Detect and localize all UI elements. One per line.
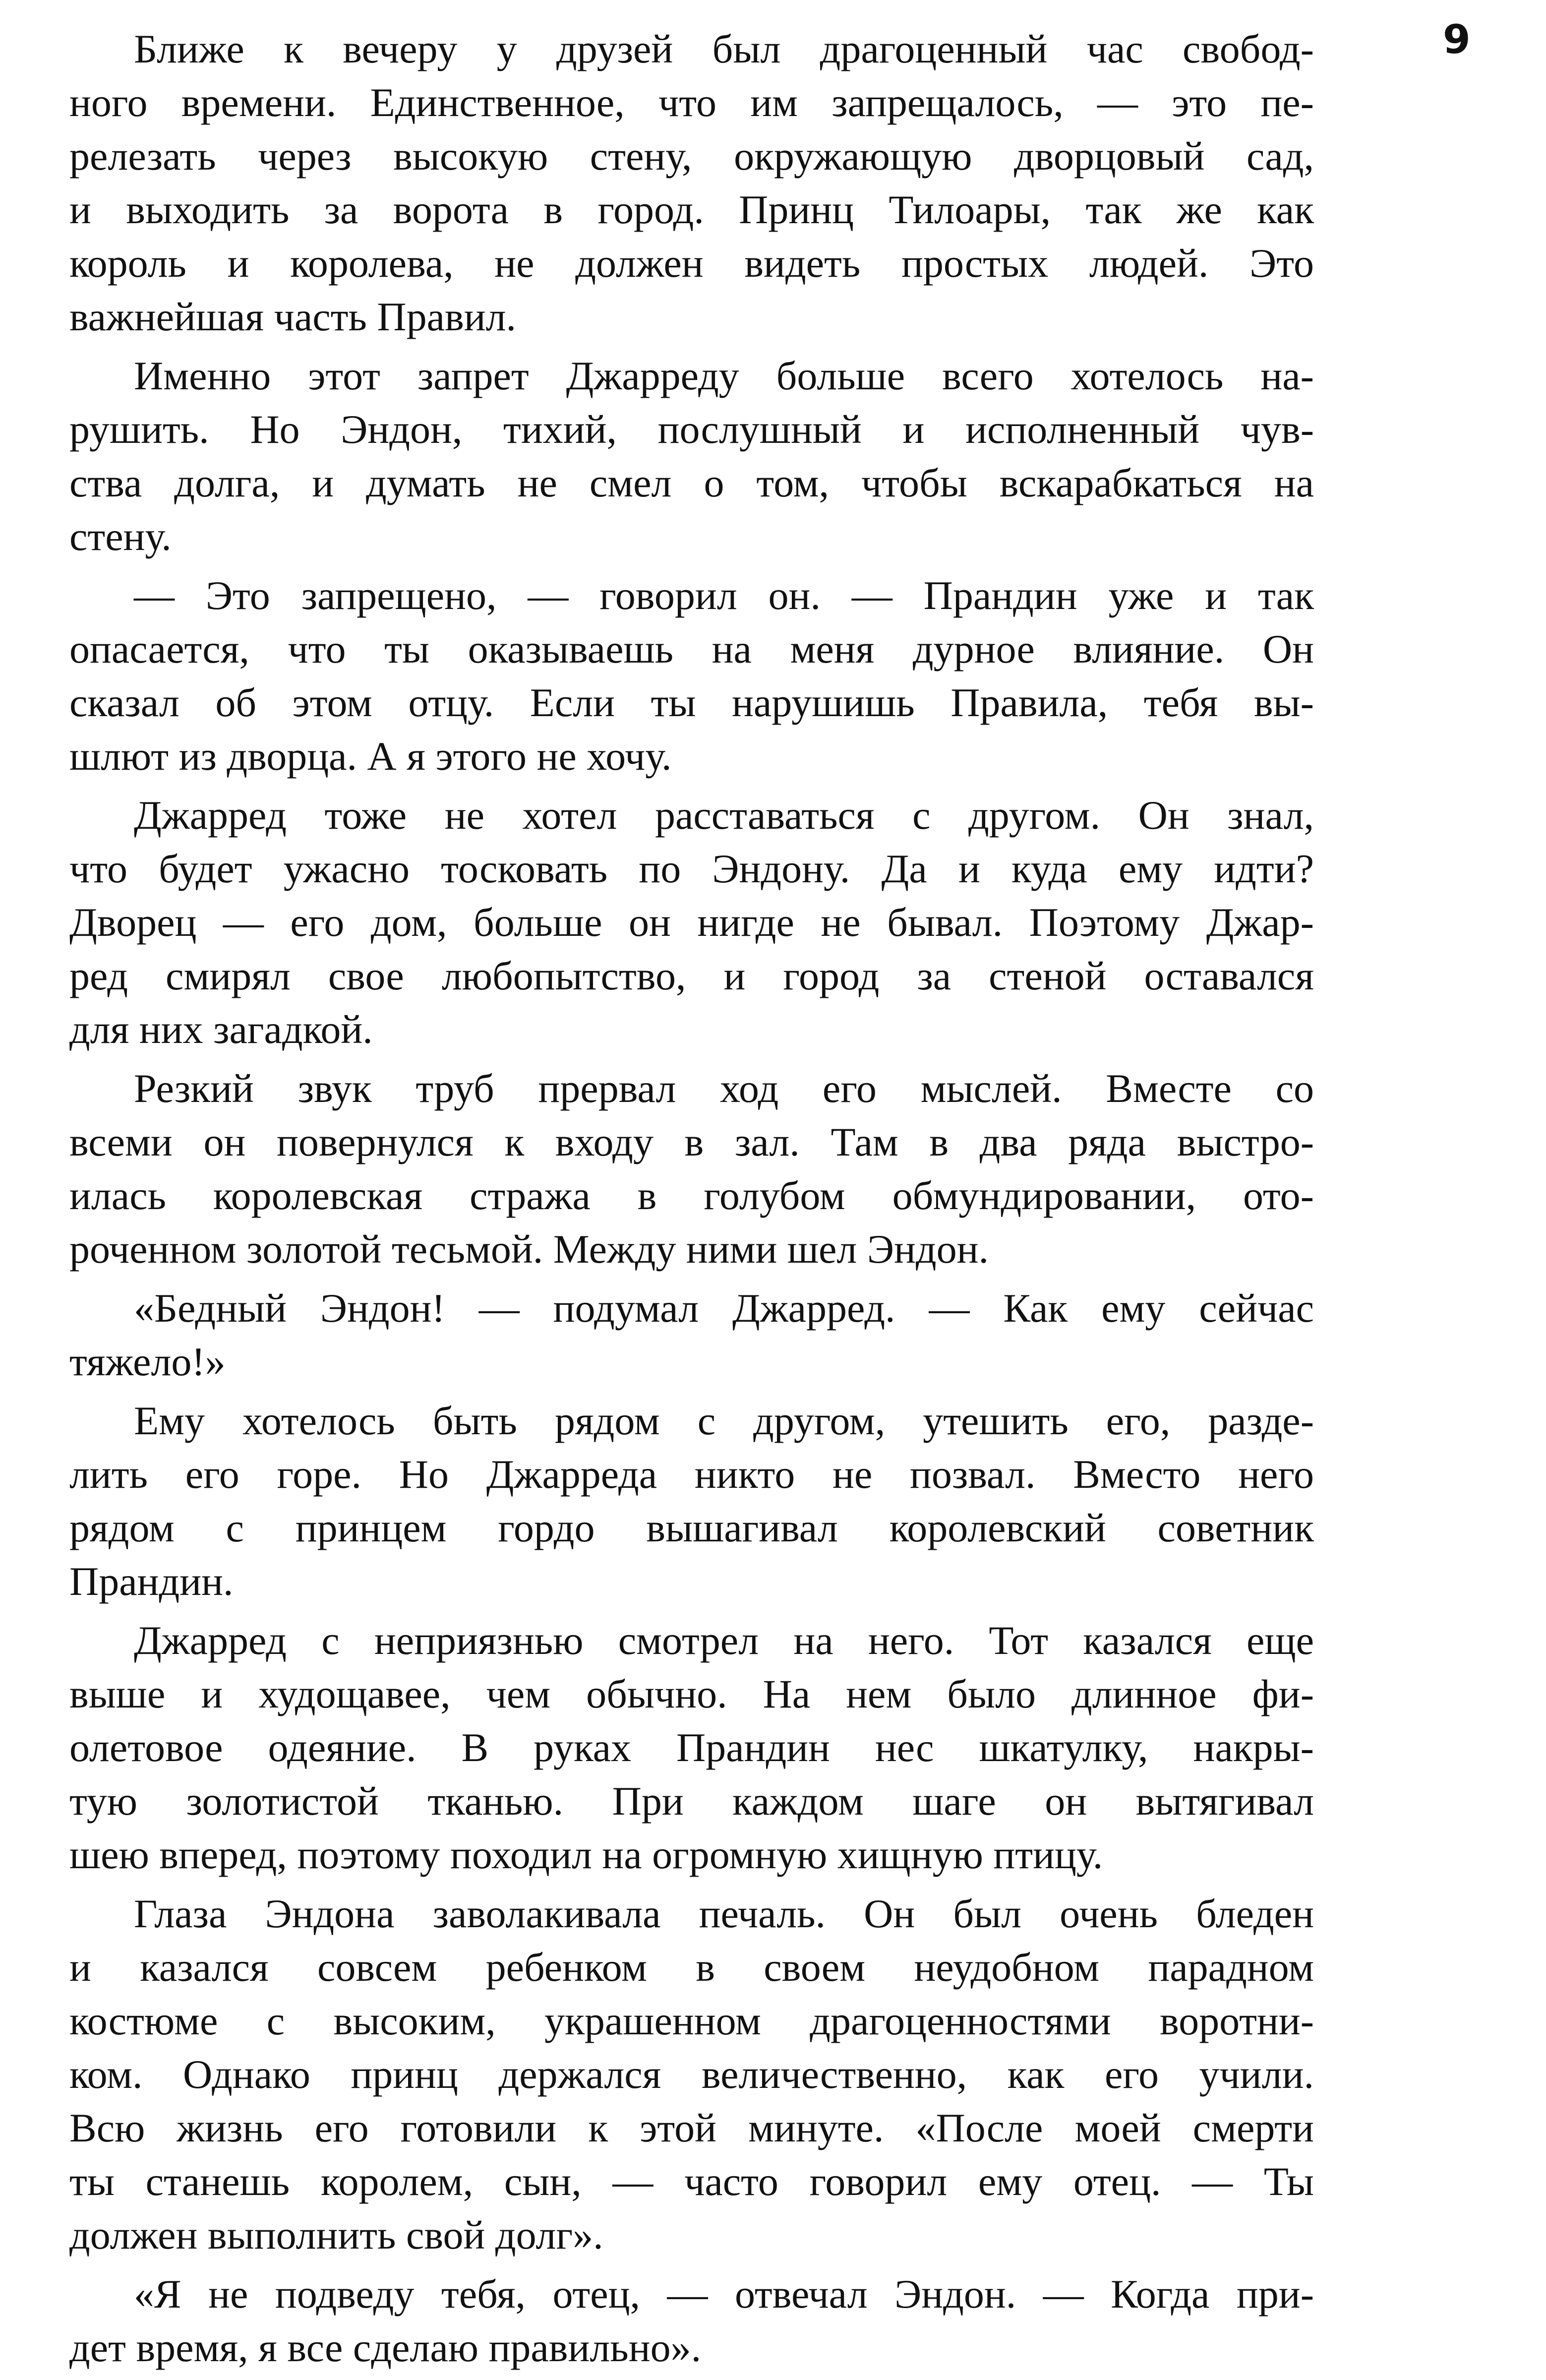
text-line: всеми он повернулся к входу в зал. Там в два ряда выстро- [69,1119,1314,1164]
text-line: Всю жизнь его готовили к этой минуте. «После моей смерти [69,2105,1314,2150]
text-line: «Я не подведу тебя, отец, — отвечал Эндон. — Когда при- [134,2271,1314,2317]
text-line: Ему хотелось быть рядом с другом, утешить его, разде- [134,1398,1314,1443]
text-line: ного времени. Единственное, что им запрещалось, — это пе- [69,80,1314,125]
text-line: костюме с высоким, украшенном драгоценностями воротни- [69,1998,1314,2043]
text-line: рушить. Но Эндон, тихий, послушный и исполненный чув- [69,407,1314,452]
paragraph [69,1887,1314,2262]
text-line: дет время, я все сделаю правильно». [69,2325,702,2370]
paragraph [69,2267,1314,2375]
text-line: Глаза Эндона заволакивала печаль. Он был очень бледен [134,1891,1314,1936]
text-line: король и королева, не должен видеть простых людей. Это [69,241,1314,286]
paragraph [69,569,1314,783]
text-line: и выходить за ворота в город. Принц Тилоары, так же как [69,187,1314,232]
text-line: Прандин. [69,1559,234,1604]
text-line: опасается, что ты оказываешь на меня дурное влияние. Он [69,626,1314,671]
text-line: для них загадкой. [69,1007,373,1052]
text-line: Джарред с неприязнью смотрел на него. Тот казался еще [134,1618,1314,1663]
text-line: шею вперед, поэтому походил на огромную хищную птицу. [69,1832,1103,1877]
text-line: тяжело!» [69,1339,226,1384]
text-line: Резкий звук труб прервал ход его мыслей. Вместе со [134,1066,1314,1111]
paragraph [69,1394,1314,1608]
text-line: ком. Однако принц держался величественно, как его учили. [69,2052,1314,2097]
text-line: важнейшая часть Правил. [69,294,516,339]
text-line: ства долга, и думать не смел о том, чтобы вскарабкаться на [69,460,1314,505]
body-text [69,22,1314,2380]
text-line: и казался совсем ребенком в своем неудобном парадном [69,1945,1314,1990]
text-line: ты станешь королем, сын, — часто говорил ему отец. — Ты [69,2159,1314,2204]
paragraph [69,1614,1314,1882]
text-line: Дворец — его дом, больше он нигде не бывал. Поэтому Джар- [69,900,1314,945]
page-number: 9 [1443,16,1471,62]
paragraph [69,1062,1314,1276]
text-line: релезать через высокую стену, окружающую дворцовый сад, [69,133,1314,179]
text-line: ред смирял свое любопытство, и город за стеной оставался [69,953,1314,998]
text-line: рядом с принцем гордо вышагивал королевский советник [69,1505,1314,1550]
text-line: выше и худощавее, чем обычно. На нем было длинное фи- [69,1671,1314,1716]
text-line: сказал об этом отцу. Если ты нарушишь Правила, тебя вы- [69,680,1314,725]
paragraph [69,22,1314,344]
text-line: илась королевская стража в голубом обмундировании, ото- [69,1173,1314,1218]
paragraph [69,349,1314,563]
paragraph [69,1282,1314,1389]
text-line: олетовое одеяние. В руках Прандин нес шкатулку, накры- [69,1725,1314,1770]
text-line: Именно этот запрет Джарреду больше всего хотелось на- [134,353,1314,398]
text-line: что будет ужасно тосковать по Эндону. Да и куда ему идти? [69,846,1314,891]
text-line: «Бедный Эндон! — подумал Джарред. — Как ему сейчас [134,1285,1314,1331]
text-line: должен выполнить свой долг». [69,2212,603,2258]
text-line: Ближе к вечеру у друзей был драгоценный час свобод- [134,26,1314,71]
text-line: роченном золотой тесьмой. Между ними шел Эндон. [69,1226,989,1272]
text-line: тую золотистой тканью. При каждом шаге он вытягивал [69,1778,1314,1824]
text-line: стену. [69,514,172,559]
text-line: шлют из дворца. А я этого не хочу. [69,733,672,779]
text-line: лить его горе. Но Джарреда никто не позвал. Вместо него [69,1452,1314,1497]
text-line: Джарред тоже не хотел расставаться с другом. Он знал, [134,793,1314,838]
paragraph [69,789,1314,1056]
text-line: — Это запрещено, — говорил он. — Прандин уже и так [134,573,1314,618]
